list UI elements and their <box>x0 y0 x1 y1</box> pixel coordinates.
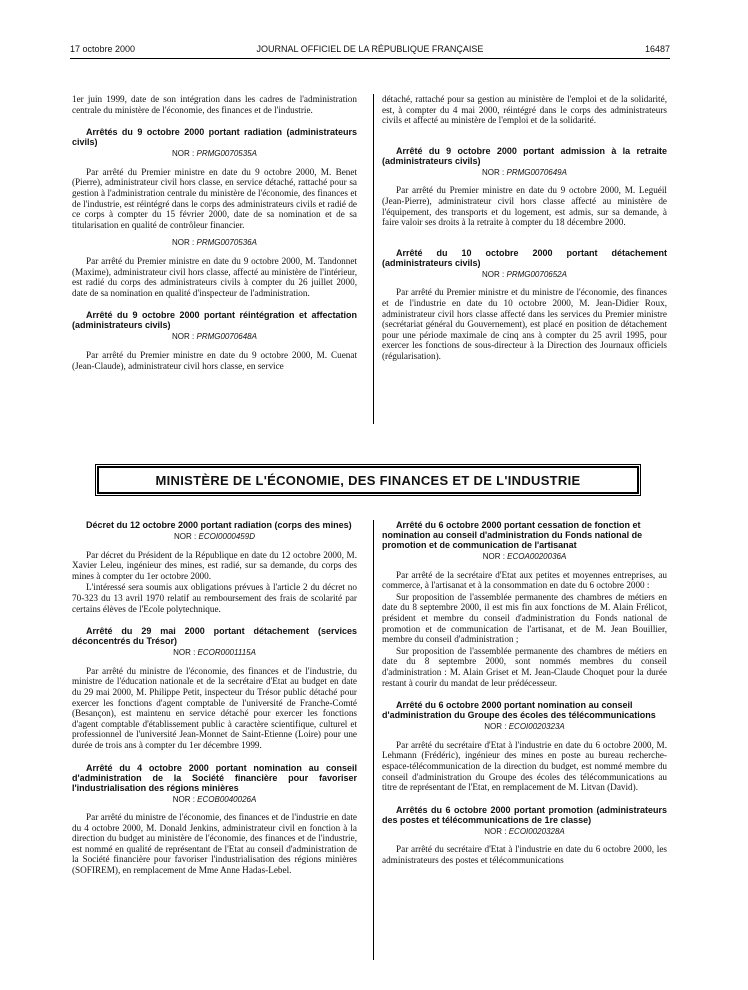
article-title: Arrêté du 6 octobre 2000 portant nomination au conseil d'administration du Groupe des écoles des télécommunications <box>382 700 656 721</box>
article-body: Par arrêté du secrétaire d'Etat à l'industrie en date du 6 octobre 2000, M. Lehmann (Frédéric), ingénieur des mines en poste au bureau recherche-espace-télécommunication de la direction du budget, est nommé membre du conseil d'administration du Groupe des écoles des télécommunications au titre de représentant de l'Etat, en remplacement de M. Litvan (David). <box>382 739 667 793</box>
page-header <box>70 44 670 58</box>
article-body: Par arrêté du Premier ministre en date du 9 octobre 2000, M. Tandonnet (Maxime), administrateur civil hors classe, affecté au ministère de l'intérieur, est radié du corps des administrateurs civils à compter du 26 juillet 2000, date de sa nomination en qualité d'inspecteur de l'administration. <box>72 255 357 298</box>
article-body: Sur proposition de l'assemblée permanente des chambres de métiers en date du 8 septembre 2000, sont nommés membres du conseil d'administration : M. Alain Griset et M. Jean-Claude Choquet pour la durée restant à courir du mandat de leur prédécesseur. <box>382 645 667 688</box>
article-title: Arrêté du 10 octobre 2000 portant détachement (administrateurs civils) <box>382 247 667 268</box>
header-journal-title: JOURNAL OFFICIEL DE LA RÉPUBLIQUE FRANÇAISE <box>256 44 484 54</box>
top-right-column <box>382 94 667 362</box>
header-rule <box>70 58 670 59</box>
nor-reference: NOR : ECOB0040026A <box>172 794 257 804</box>
article-title: Arrêté du 9 octobre 2000 portant réintégration et affectation (administrateurs civils) <box>72 310 357 331</box>
article-body: Par arrêté du Premier ministre en date du 9 octobre 2000, M. Benet (Pierre), administrateur civil hors classe, en service détaché, rattaché pour sa gestion à l'administration centrale du ministère de l'économie, des finances et de l'industrie, est réintégré dans le corps des administrateurs civils et radié de ce corps à compter du 15 février 2000, date de sa nomination et de sa titularisation en qualité de contrôleur financier. <box>72 166 357 230</box>
article-title: Arrêtés du 6 octobre 2000 portant promotion (administrateurs des postes et télécommunications de 1re classe) <box>382 804 667 825</box>
nor-reference: NOR : PRMG0070535A <box>172 149 257 159</box>
header-page-number: 16487 <box>644 44 670 54</box>
nor-reference: NOR : PRMG0070536A <box>172 238 257 248</box>
article-body: Par arrêté du ministre de l'économie, des finances et de l'industrie en date du 4 octobre 2000, M. Donald Jenkins, administrateur civil en fonction à la direction du budget au ministère de l'économie, des finances et de l'industrie, est nommé en qualité de représentant de l'Etat au conseil d'administration de la Société financière pour favoriser l'industrialisation des régions minières (SOFIREM), en remplacement de Mme Anne Hadas-Lebel. <box>72 812 357 876</box>
continuation-text: détaché, rattaché pour sa gestion au ministère de l'emploi et de la solidarité, est, à compter du 4 mai 2000, réintégré dans le corps des administrateurs civils et affecté au ministère de l'emploi et de la solidarité. <box>382 94 667 126</box>
article-title: Décret du 12 octobre 2000 portant radiation (corps des mines) <box>86 520 352 530</box>
article-body: L'intéressé sera soumis aux obligations prévues à l'article 2 du décret no 70-323 du 13 avril 1970 relatif au remboursement des frais de scolarité par certains élèves de l'Ecole polytechnique. <box>72 582 357 614</box>
nor-reference: NOR : ECOI0020323A <box>484 722 565 732</box>
bottom-right-column <box>382 520 667 865</box>
nor-reference: NOR : ECOI0000459D <box>174 532 255 541</box>
nor-reference: NOR : PRMG0070649A <box>482 167 567 177</box>
article-body: Par arrêté du Premier ministre et du ministre de l'économie, des finances et de l'industrie en date du 10 octobre 2000, M. Jean-Didier Roux, administrateur civil hors classe affecté dans les services du Premier ministre (secrétariat général du Gouvernement), est placé en position de détachement pour une période maximale de cinq ans à compter du 25 avril 1995, pour exercer les fonctions de sous-directeur à la Direction des Journaux officiels (régularisation). <box>382 287 667 361</box>
article-body: Par arrêté du Premier ministre en date du 9 octobre 2000, M. Cuenat (Jean-Claude), administrateur civil hors classe, en service <box>72 349 357 371</box>
nor-reference: NOR : PRMG0070652A <box>482 269 567 279</box>
header-date: 17 octobre 2000 <box>70 44 136 54</box>
bottom-left-column <box>72 520 357 876</box>
article-body: Par arrêté du Premier ministre en date du 9 octobre 2000, M. Leguéil (Jean-Pierre), administrateur civil hors classe affecté au ministère de l'équipement, des transports et du logement, est admis, sur sa demande, à faire valoir ses droits à la retraite à compter du 18 décembre 2000. <box>382 185 667 228</box>
ministry-banner: MINISTÈRE DE L'ÉCONOMIE, DES FINANCES ET DE L'INDUSTRIE <box>97 466 639 494</box>
nor-reference: NOR : PRMG0070648A <box>172 332 257 342</box>
column-divider <box>373 94 374 424</box>
nor-reference: NOR : ECOR0001115A <box>173 648 256 658</box>
article-title: Arrêté du 4 octobre 2000 portant nomination au conseil d'administration de la Société financière pour favoriser l'industrialisation des régions minières <box>72 762 357 793</box>
article-body: Par arrêté du secrétaire d'Etat à l'industrie en date du 6 octobre 2000, les administrateurs des postes et télécommunications <box>382 844 667 865</box>
article-body: Par décret du Président de la République en date du 12 octobre 2000, M. Xavier Leleu, ingénieur des mines, est radié, sur sa demande, du corps des mines à compter du 1er octobre 2000. <box>72 549 357 581</box>
column-divider <box>373 520 374 960</box>
article-title: Arrêtés du 9 octobre 2000 portant radiation (administrateurs civils) <box>72 127 357 148</box>
article-body: Par arrêté du ministre de l'économie, des finances et de l'industrie, du ministre de l'éducation nationale et de la secrétaire d'Etat au budget en date du 29 mai 2000, M. Philippe Petit, inspecteur du Trésor public détaché pour exercer les fonctions d'agent comptable de l'université de Franche-Comté (Besançon), est maintenu en service détaché pour exercer les fonctions d'agent comptable d'établissement public à caractère scientifique, culturel et professionnel de l'université Jean-Monnet de Saint-Etienne (Loire) pour une durée de trois ans à compter du 1er décembre 1999. <box>72 665 357 750</box>
top-left-column <box>72 94 357 371</box>
article-title: Arrêté du 9 octobre 2000 portant admission à la retraite (administrateurs civils) <box>382 145 667 166</box>
nor-reference: NOR : ECOI0020328A <box>484 826 565 836</box>
article-title: Arrêté du 6 octobre 2000 portant cessation de fonction et nomination au conseil d'administration du Fonds national de promotion et de communication de l'artisanat <box>382 520 643 550</box>
nor-reference: NOR : ECOA0020036A <box>482 552 567 561</box>
article-body: Sur proposition de l'assemblée permanente des chambres de métiers en date du 8 septembre 2000, il est mis fin aux fonctions de M. Alain Frélicot, président et membre du conseil d'administration du Fonds national de promotion et de communication de l'artisanat, et de M. Jean Bouillier, membre du conseil d'administration ; <box>382 591 667 645</box>
continuation-text: 1er juin 1999, date de son intégration dans les cadres de l'administration centrale du ministère de l'économie, des finances et de l'industrie. <box>72 94 357 115</box>
article-title: Arrêté du 29 mai 2000 portant détachement (services déconcentrés du Trésor) <box>72 626 357 647</box>
article-body: Par arrêté de la secrétaire d'Etat aux petites et moyennes entreprises, au commerce, à l'artisanat et à la consommation en date du 6 octobre 2000 : <box>382 569 667 591</box>
